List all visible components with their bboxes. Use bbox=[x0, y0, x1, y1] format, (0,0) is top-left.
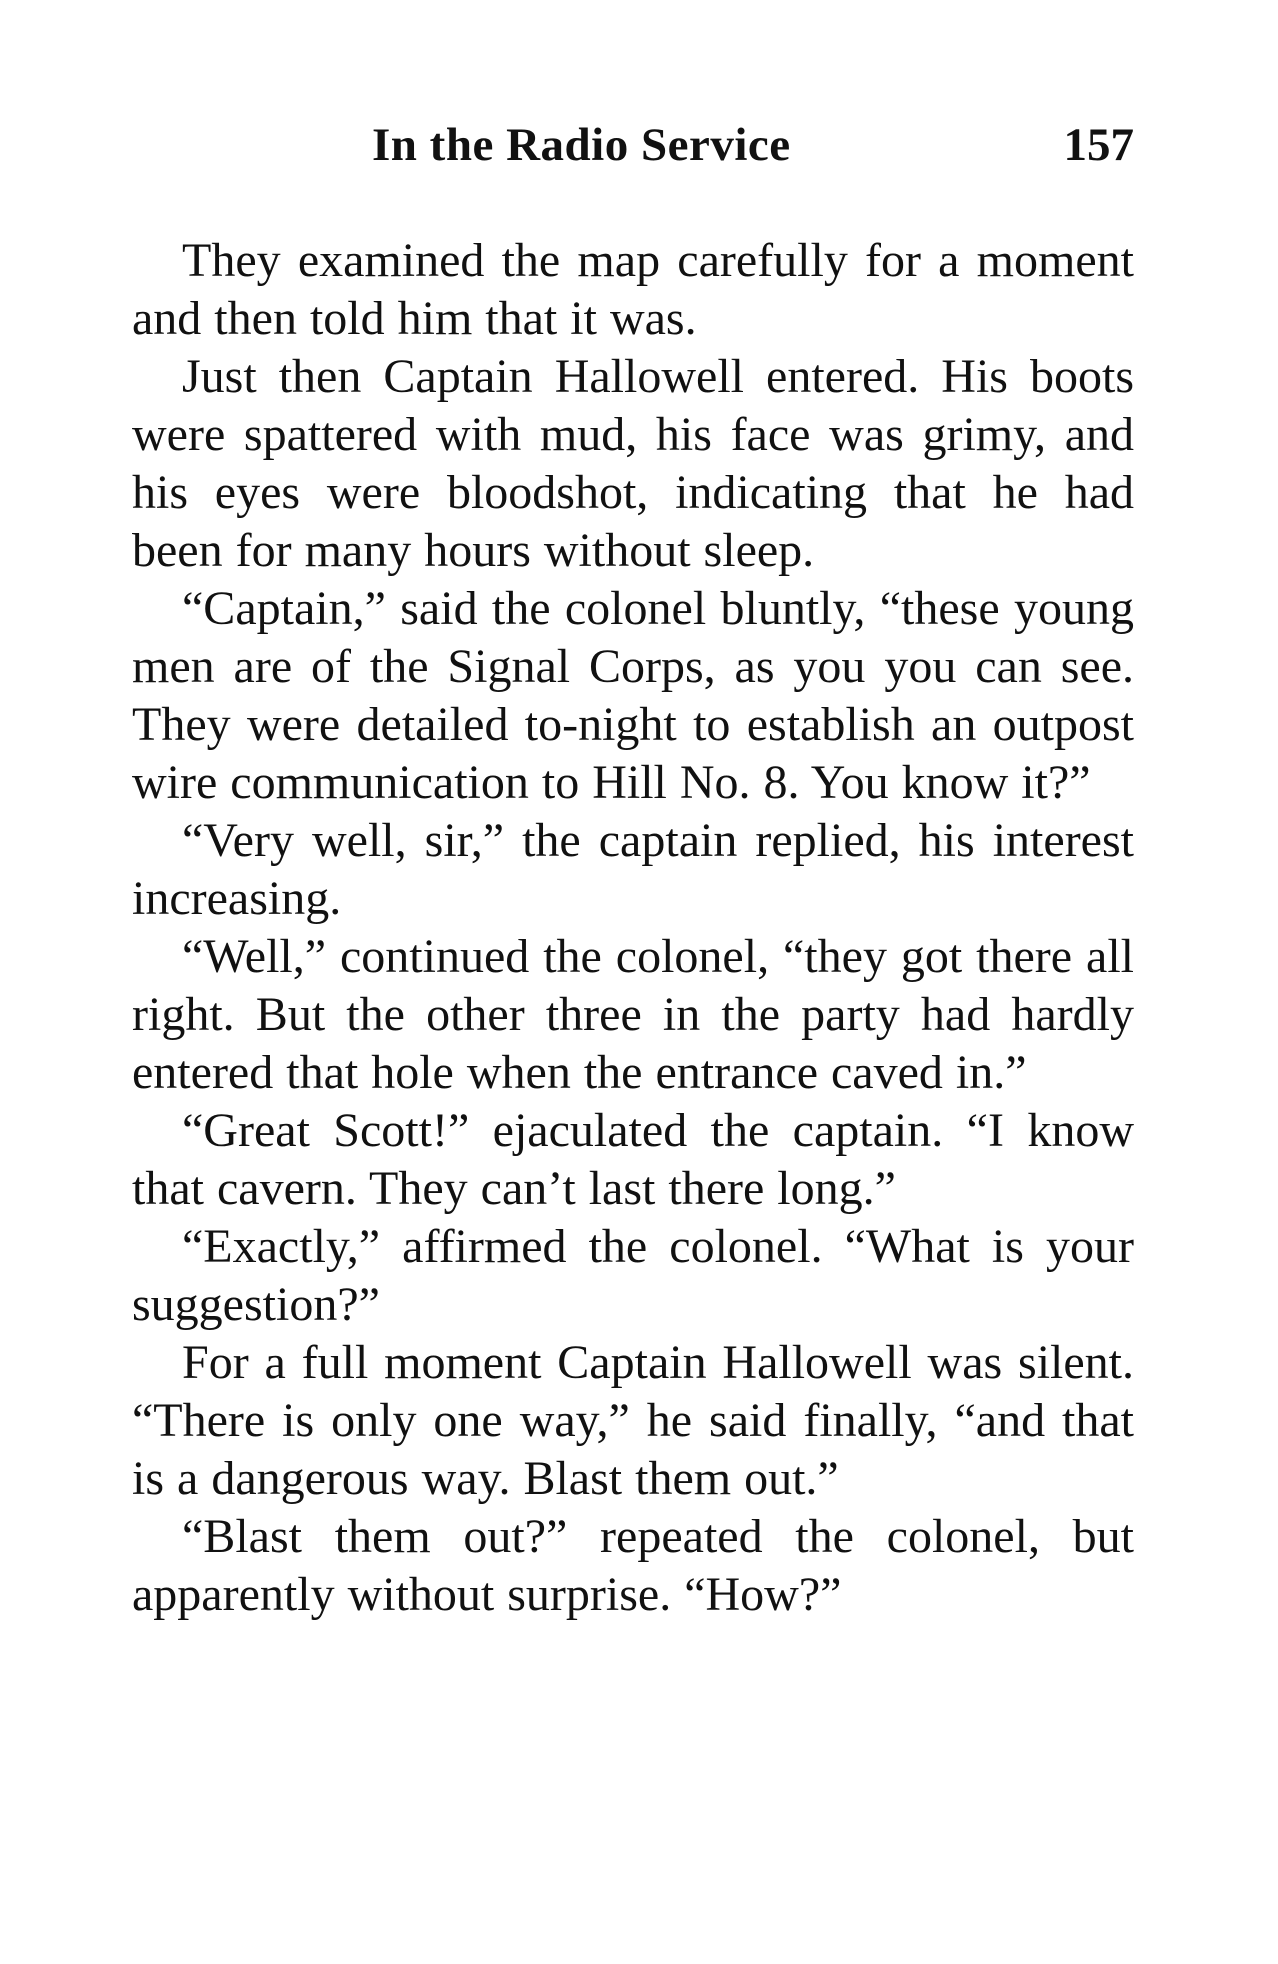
paragraph: “Very well, sir,” the captain replied, his interest increasing. bbox=[132, 814, 1134, 925]
paragraph: For a full moment Captain Hallowell was silent. “There is only one way,” he said finally, “and that is a dangerous way. Blast them out.” bbox=[132, 1336, 1134, 1505]
paragraph: “Great Scott!” ejaculated the captain. “I know that cavern. They can’t last there long.” bbox=[132, 1104, 1134, 1215]
page-number: 157 bbox=[1063, 119, 1134, 171]
paragraph: “Exactly,” affirmed the colonel. “What is your suggestion?” bbox=[132, 1220, 1134, 1331]
paragraph: “Well,” continued the colonel, “they got there all right. But the other three in the party had hardly entered that hole when the entrance caved in.” bbox=[132, 930, 1134, 1099]
page-header bbox=[132, 118, 1134, 188]
paragraph: “Captain,” said the colonel bluntly, “these young men are of the Signal Corps, as you you can see. They were detailed to-night to establish an outpost wire communication to Hill No. 8. You know it?” bbox=[132, 582, 1134, 809]
paragraph: Just then Captain Hallowell entered. His boots were spattered with mud, his face was grimy, and his eyes were bloodshot, indicating that he had been for many hours without sleep. bbox=[132, 350, 1134, 577]
paragraph: They examined the map carefully for a moment and then told him that it was. bbox=[132, 234, 1134, 345]
body-text bbox=[132, 232, 1134, 1624]
paragraph: “Blast them out?” repeated the colonel, but apparently without surprise. “How?” bbox=[132, 1510, 1134, 1621]
running-title: In the Radio Service bbox=[372, 119, 791, 171]
